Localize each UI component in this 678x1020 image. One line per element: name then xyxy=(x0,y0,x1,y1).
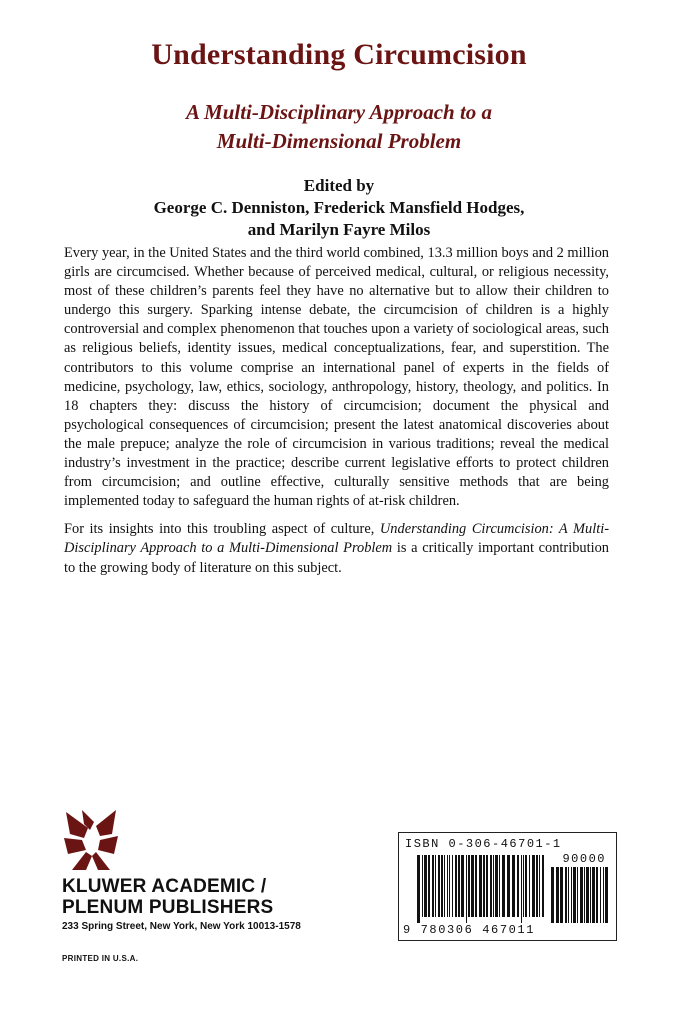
book-description xyxy=(64,244,609,587)
book-subtitle xyxy=(0,98,678,156)
barcode-icon xyxy=(417,855,547,923)
edited-by-label: Edited by xyxy=(303,176,375,195)
paragraph-2-end: is a critically important contribution to the growing body of literature on this subject. xyxy=(64,540,609,576)
publisher-address: 233 Spring Street, New York, New York 10013-1578 xyxy=(62,921,301,932)
paragraph-2-start: For its insights into this troubling aspect of culture, xyxy=(64,521,380,538)
printed-in-label: PRINTED IN U.S.A. xyxy=(62,954,139,963)
kluwer-flower-logo-icon xyxy=(62,808,120,872)
publisher-block xyxy=(62,876,301,934)
description-paragraph-2 xyxy=(64,520,609,577)
addon-barcode-icon xyxy=(551,867,609,923)
isbn-number: ISBN 0-306-46701-1 xyxy=(405,837,562,851)
editors-line-2: and Marilyn Fayre Milos xyxy=(247,220,431,239)
editors-line-1: George C. Denniston, Frederick Mansfield Hodges, xyxy=(153,198,525,217)
barcode-panel xyxy=(398,832,617,941)
editors-block xyxy=(0,175,678,241)
publisher-name-line-2: PLENUM PUBLISHERS xyxy=(62,897,274,918)
subtitle-line-1: A Multi-Disciplinary Approach to a xyxy=(185,100,493,124)
book-title: Understanding Circumcision xyxy=(151,38,527,71)
subtitle-line-2: Multi-Dimensional Problem xyxy=(216,129,462,153)
price-code: 90000 xyxy=(562,852,606,866)
description-paragraph-1: Every year, in the United States and the third world combined, 13.3 million boys and 2 million girls are circumcised. Whether because of perceived medical, cultural, or religious necessity, most of these children’s parents feel they have no alternative but to allow their children to undergo this surgery. Sparking intense debate, the circumcision of children is a highly controversial and complex phenomenon that touches upon a variety of sociological areas, such as religious beliefs, identity issues, medical conceptualizations, fear, and superstition. The contributors to this volume comprise an international panel of experts in the fields of medicine, psychology, law, ethics, sociology, anthropology, history, theology, and politics. In 18 chapters they: discuss the history of circumcision; document the physical and psychological consequences of circumcision; present the latest anatomical discoveries about the male prepuce; analyze the role of circumcision in various traditions; reveal the medical industry’s investment in the practice; describe current legislative efforts to protect children from circumcision; and outline effective, culturally sensitive methods that are being implemented today to safeguard the human rights of at-risk children. xyxy=(64,245,609,510)
ean-number: 9 780306 467011 xyxy=(403,923,536,937)
paragraph-2-book-reference: Understanding Circumcision: A Multi-Disciplinary Approach to a Multi-Dimensional Problem xyxy=(64,521,609,557)
publisher-name-line-1: KLUWER ACADEMIC / xyxy=(62,876,267,897)
